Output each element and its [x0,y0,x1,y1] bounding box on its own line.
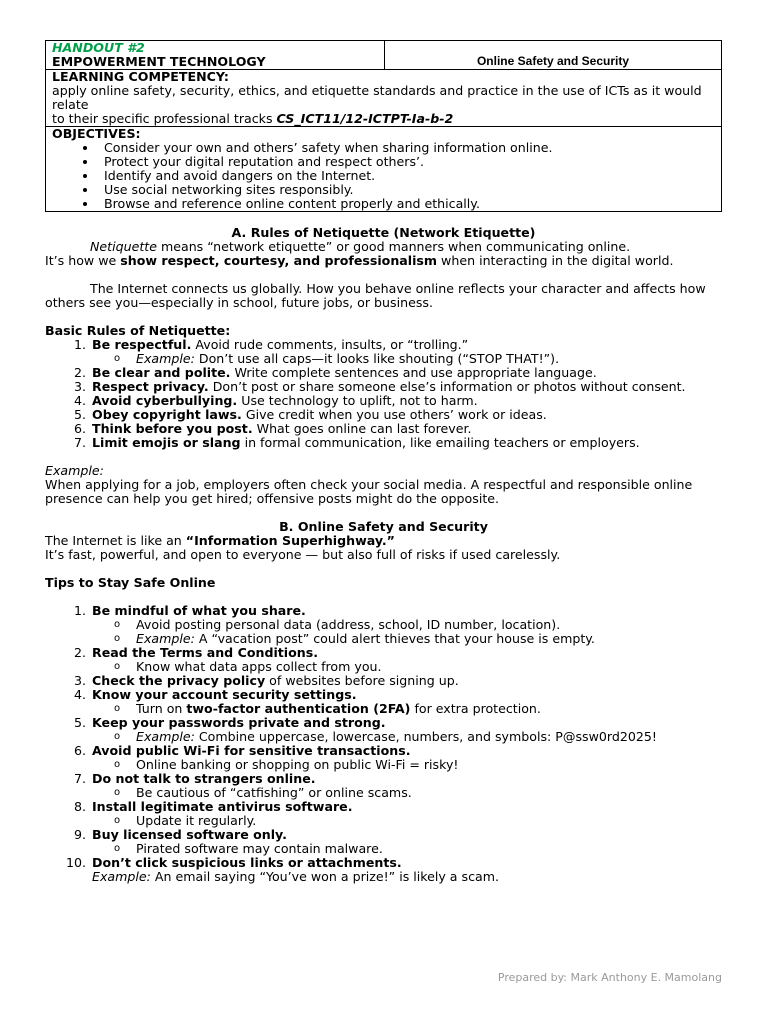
sub-bullet-icon: o [114,815,121,826]
rule-text: What goes online can last forever. [252,421,472,436]
tip-item [90,856,722,884]
sub-bullet-icon: o [114,619,121,630]
objective-item: • Use social networking sites responsibly. [98,183,715,197]
rule-item [90,394,722,408]
example-text: Don’t use all caps—it looks like shouting (“STOP THAT!”). [194,351,560,366]
header-table [45,40,722,212]
rule-item [90,338,722,366]
sub-bullet-icon: o [114,661,121,672]
tip-sub-list [92,758,722,772]
rule-title: Be clear and polite. [92,365,231,380]
sub-bullet-icon: o [114,633,121,644]
tip-sub-item [114,813,722,828]
tip-sub-item [114,841,722,856]
topic-title: Online Safety and Security [385,41,722,70]
tip-item [90,716,722,744]
sub-text: Combine uppercase, lowercase, numbers, and symbols: P@ssw0rd2025! [194,729,657,744]
rule-text: in formal communication, like emailing teachers or employers. [240,435,640,450]
objective-item: • Browse and reference online content properly and ethically. [98,197,715,211]
sub-bullet-icon: o [114,787,121,798]
rule-item [90,436,722,450]
tip-sub-item [114,617,722,632]
sub-text: Know what data apps collect from you. [136,659,382,674]
rule-example [114,351,722,366]
sub-bullet-icon: o [114,353,121,364]
tip-sub-item [114,701,722,716]
competency-line2: to their specific professional tracks [52,111,277,126]
intro2-pre: It’s how we [45,253,121,268]
tip-title: Do not talk to strangers online. [92,771,316,786]
tips-heading: Tips to Stay Safe Online [45,575,216,590]
superhighway-text: It’s fast, powerful, and open to everyone — but also full of risks if used carelessly. [45,547,561,562]
tip-text: of websites before signing up. [265,673,459,688]
tip-sub-item [114,631,722,646]
tip-title: Install legitimate antivirus software. [92,799,353,814]
tip-sub-list [92,842,722,856]
intro2-bold: show respect, courtesy, and professionalism [120,253,438,268]
objectives-cell [46,127,722,212]
header-course-cell [46,41,385,70]
tip-sub-list [92,814,722,828]
competency-label: LEARNING COMPETENCY: [52,69,229,84]
tip-item [90,674,722,688]
competency-line1: apply online safety, security, ethics, and etiquette standards and practice in the use of ICTs as it would relate [52,83,702,112]
sub-after: for extra protection. [410,701,541,716]
rules-heading: Basic Rules of Netiquette: [45,323,231,338]
objectives-list [52,141,715,211]
tip-sub-list [92,786,722,800]
competency-code: CS_ICT11/12-ICTPT-Ia-b-2 [276,111,454,126]
objective-item: • Protect your digital reputation and respect others’. [98,155,715,169]
tip-sub-list [92,730,722,744]
sub-bullet-icon: o [114,759,121,770]
rule-text: Avoid rude comments, insults, or “trolling.” [191,337,469,352]
section-a-title: A. Rules of Netiquette (Network Etiquette) [231,225,536,240]
tip-title: Avoid public Wi-Fi for sensitive transactions. [92,743,411,758]
tip-item [90,688,722,716]
rule-item [90,366,722,380]
rule-title: Obey copyright laws. [92,407,242,422]
rule-sub-list [92,352,722,366]
objective-item: • Consider your own and others’ safety when sharing information online. [98,141,715,155]
tip-title: Buy licensed software only. [92,827,287,842]
example-label: Example: [45,463,104,478]
rule-item [90,408,722,422]
document-page [45,40,722,884]
intro-bold: “Information Superhighway.” [185,533,395,548]
tip-title: Be mindful of what you share. [92,603,306,618]
rule-text: Use technology to uplift, not to harm. [237,393,478,408]
rule-text: Give credit when you use others’ work or ideas. [241,407,547,422]
objectives-label: OBJECTIVES: [52,126,141,141]
sub-bullet-icon: o [114,843,121,854]
tip-item [90,646,722,674]
example-label: Example: [136,351,195,366]
tip-sub-item [114,659,722,674]
sub-text: Update it regularly. [136,813,257,828]
rule-text: Write complete sentences and use appropriate language. [230,365,597,380]
rule-item [90,422,722,436]
sub-bullet-icon: o [114,703,121,714]
example-text: An email saying “You’ve won a prize!” is likely a scam. [150,869,499,884]
example-label: Example: [136,729,195,744]
competency-text [52,84,715,126]
rule-text: Don’t post or share someone else’s information or photos without consent. [208,379,686,394]
example-label: Example: [92,869,151,884]
example-text: When applying for a job, employers often check your social media. A respectful and responsible online presence can help you get hired; offensive posts might do the opposite. [45,477,693,506]
rule-title: Think before you post. [92,421,253,436]
rules-list [45,338,722,450]
tip-sub-item [114,757,722,772]
rule-item [90,380,722,394]
sub-bold: two-factor authentication (2FA) [186,701,411,716]
sub-text: A “vacation post” could alert thieves that your house is empty. [194,631,595,646]
tip-title: Know your account security settings. [92,687,357,702]
tip-sub-list [92,702,722,716]
intro-pre: The Internet is like an [45,533,186,548]
objective-item: • Identify and avoid dangers on the Internet. [98,169,715,183]
section-b-title: B. Online Safety and Security [279,519,488,534]
tip-item [90,828,722,856]
sub-bullet-icon: o [114,731,121,742]
tip-sub-list [92,660,722,674]
competency-cell [46,70,722,127]
tip-title: Keep your passwords private and strong. [92,715,386,730]
handout-number: HANDOUT #2 [52,40,145,55]
sub-text: Avoid posting personal data (address, school, ID number, location). [136,617,561,632]
rule-title: Respect privacy. [92,379,209,394]
sub-text: Pirated software may contain malware. [136,841,383,856]
sub-text: Turn on [136,701,187,716]
course-name: EMPOWERMENT TECHNOLOGY [52,54,266,69]
tip-sub-list [92,618,722,646]
rule-title: Limit emojis or slang [92,435,241,450]
tip-item [90,744,722,772]
example-label: Example: [136,631,195,646]
tip-item [90,604,722,646]
superhighway-intro [45,534,722,548]
tip-item [90,772,722,800]
rule-title: Be respectful. [92,337,192,352]
netiquette-term: Netiquette [90,239,157,254]
sub-text: Online banking or shopping on public Wi-Fi = risky! [136,757,459,772]
netiquette-definition [45,240,722,268]
tip-title: Check the privacy policy [92,673,266,688]
rule-title: Avoid cyberbullying. [92,393,238,408]
intro2-post: when interacting in the digital world. [437,253,674,268]
tip-sub-item [114,785,722,800]
tip-item [90,800,722,828]
sub-text: Be cautious of “catfishing” or online scams. [136,785,412,800]
tip-title: Read the Terms and Conditions. [92,645,319,660]
tip-sub-item [114,729,722,744]
tips-list [45,604,722,884]
tip-example [92,870,722,884]
definition-text: means “network etiquette” or good manners when communicating online. [156,239,631,254]
tip-title: Don’t click suspicious links or attachments. [92,855,402,870]
prepared-by-footer: Prepared by: Mark Anthony E. Mamolang [497,971,722,984]
internet-paragraph: The Internet connects us globally. How you behave online reflects your character and affects how others see you—especially in school, future jobs, or business. [45,281,706,310]
